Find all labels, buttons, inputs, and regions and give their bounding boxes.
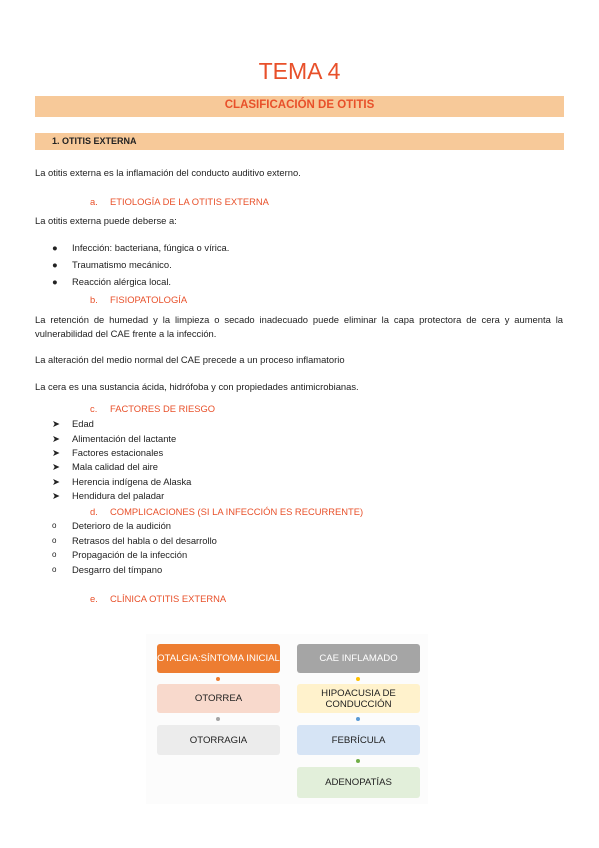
subsection-label: COMPLICACIONES (SI LA INFECCIÓN ES RECURRENTE): [110, 506, 364, 517]
subsection-label: FISIOPATOLOGÍA: [110, 294, 188, 305]
subsection-label: FACTORES DE RIESGO: [110, 403, 216, 414]
bullet-icon: ●: [52, 259, 58, 270]
connector-dot: [216, 677, 220, 681]
fisio-paragraph-3: La cera es una sustancia ácida, hidrófoba y con propiedades antimicrobianas.: [35, 381, 359, 392]
arrow-bullet-icon: ➤: [52, 490, 60, 501]
arrow-bullet-icon: ➤: [52, 476, 60, 487]
subsection-heading-b: [90, 294, 187, 305]
arrow-bullet-icon: ➤: [52, 461, 60, 472]
subsection-heading-e: [90, 593, 226, 604]
arrow-bullet-icon: ➤: [52, 433, 60, 444]
subsection-heading-c: [90, 403, 215, 414]
diagram-box-cae-inflamado: CAE INFLAMADO: [297, 644, 420, 673]
diagram-box-otalgia: OTALGIA:SÍNTOMA INICIAL: [157, 644, 280, 673]
fisio-paragraph-1: La retención de humedad y la limpieza o secado inadecuado puede eliminar la capa protectora de cera y aumenta la vulnerabilidad del CAE frente a la infección.: [35, 314, 563, 339]
page-title: TEMA 4: [258, 58, 341, 84]
diagram-box-febricula: FEBRÍCULA: [297, 725, 420, 755]
subsection-heading-a: [90, 196, 269, 207]
arrow-bullet-icon: ➤: [52, 418, 60, 429]
bullet-icon: ●: [52, 276, 58, 287]
subsection-letter: c.: [90, 403, 98, 414]
fisio-paragraph-2: La alteración del medio normal del CAE precede a un proceso inflamatorio: [35, 354, 345, 365]
connector-dot: [356, 677, 360, 681]
subsection-label: ETIOLOGÍA DE LA OTITIS EXTERNA: [110, 196, 269, 207]
circle-bullet-icon: o: [52, 521, 57, 530]
subsection-heading-d: [90, 506, 363, 517]
circle-bullet-icon: o: [52, 565, 57, 574]
subsection-letter: d.: [90, 506, 98, 517]
subsection-letter: b.: [90, 294, 98, 305]
section-heading: 1. OTITIS EXTERNA: [52, 136, 137, 146]
circle-bullet-icon: o: [52, 536, 57, 545]
circle-bullet-icon: o: [52, 550, 57, 559]
subsection-label: CLÍNICA OTITIS EXTERNA: [110, 593, 227, 604]
connector-dot: [356, 759, 360, 763]
subtitle: CLASIFICACIÓN DE OTITIS: [224, 99, 375, 111]
etiologia-intro: La otitis externa puede deberse a:: [35, 215, 177, 226]
diagram-box-otorrea: OTORREA: [157, 684, 280, 713]
arrow-bullet-icon: ➤: [52, 447, 60, 458]
diagram-box-otorragia: OTORRAGIA: [157, 725, 280, 755]
bullet-icon: ●: [52, 242, 58, 253]
subsection-letter: e.: [90, 593, 98, 604]
diagram-box-adenopatias: ADENOPATÍAS: [297, 767, 420, 798]
connector-dot: [216, 717, 220, 721]
intro-paragraph: La otitis externa es la inflamación del conducto auditivo externo.: [35, 167, 301, 178]
subsection-letter: a.: [90, 196, 98, 207]
connector-dot: [356, 717, 360, 721]
diagram-box-hipoacusia: HIPOACUSIA DE CONDUCCIÓN: [297, 684, 420, 713]
